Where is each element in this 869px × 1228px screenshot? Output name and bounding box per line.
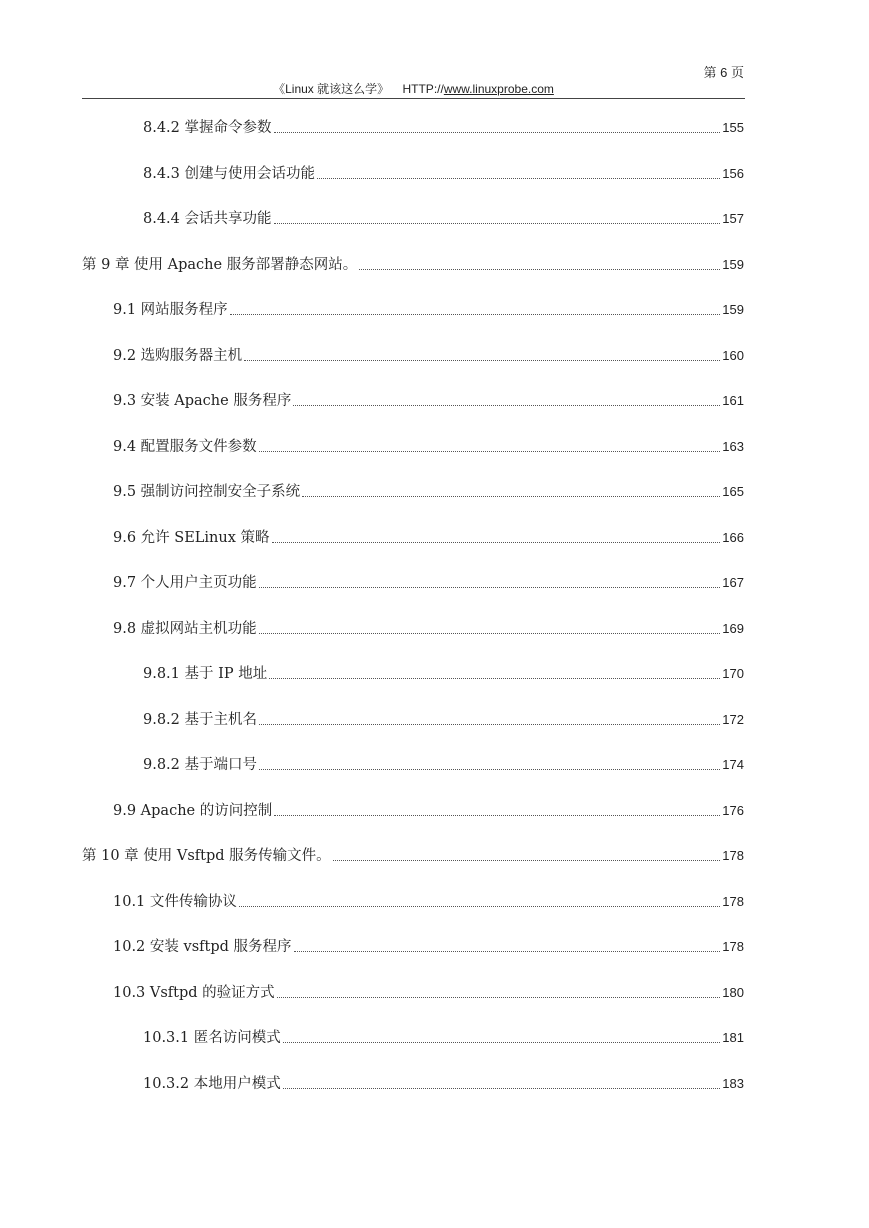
toc-entry-page: 178 (722, 939, 744, 954)
header-divider (82, 98, 745, 99)
toc-entry[interactable] (143, 164, 744, 184)
toc-entry[interactable] (143, 118, 744, 138)
toc-entry-title: 9.8.2 基于端口号 (143, 757, 258, 773)
toc-entry[interactable] (113, 391, 744, 411)
toc-entry[interactable] (113, 300, 744, 320)
dot-leader (294, 950, 721, 952)
dot-leader (239, 905, 720, 907)
dot-leader (230, 313, 721, 315)
toc-entry-title: 9.9 Apache 的访问控制 (113, 802, 273, 819)
toc-entry[interactable] (82, 846, 744, 866)
toc-entry-page: 163 (722, 438, 744, 454)
toc-entry-page: 166 (722, 529, 744, 545)
dot-leader (302, 495, 720, 497)
toc-entry-page: 159 (722, 302, 744, 317)
toc-entry-page: 165 (722, 484, 744, 499)
toc-entry[interactable] (113, 619, 744, 639)
toc-entry-title: 9.6 允许 SELinux 策略 (113, 529, 270, 546)
toc-entry-page: 181 (722, 1030, 744, 1045)
dot-leader (272, 541, 721, 543)
toc-entry-title: 8.4.2 掌握命令参数 (143, 120, 272, 136)
toc-entry-page: 160 (722, 347, 744, 363)
dot-leader (259, 768, 720, 770)
toc-entry-title: 10.1 文件传输协议 (113, 893, 237, 910)
website-link[interactable]: www.linuxprobe.com (443, 82, 554, 96)
toc-entry-title: 9.1 网站服务程序 (113, 302, 228, 318)
dot-leader (244, 359, 720, 361)
dot-leader (259, 586, 721, 588)
toc-entry[interactable] (143, 755, 744, 775)
toc-entry-title: 10.3.1 匿名访问模式 (143, 1030, 281, 1046)
toc-entry-page: 174 (722, 757, 744, 772)
toc-entry[interactable] (113, 482, 744, 502)
dot-leader (259, 723, 720, 725)
toc-entry-title: 第 9 章 使用 Apache 服务部署静态网站。 (82, 256, 358, 273)
toc-entry[interactable] (143, 710, 744, 730)
toc-entry-page: 169 (722, 620, 744, 636)
toc-entry[interactable] (143, 1074, 744, 1094)
toc-entry-title: 9.3 安装 Apache 服务程序 (113, 393, 292, 409)
toc-entry[interactable] (113, 937, 744, 957)
toc-entry-title: 9.2 选购服务器主机 (113, 347, 243, 364)
toc-entry-page: 167 (722, 575, 744, 590)
dot-leader (293, 404, 720, 406)
toc-entry[interactable] (113, 801, 744, 821)
dot-leader (259, 450, 721, 452)
toc-entry-page: 156 (722, 165, 744, 181)
dot-leader (317, 177, 720, 179)
toc-entry-page: 155 (722, 120, 744, 135)
dot-leader (277, 996, 721, 998)
toc-entry-title: 9.8.1 基于 IP 地址 (143, 666, 268, 682)
toc-entry-page: 176 (722, 802, 744, 818)
dot-leader (269, 677, 720, 679)
toc-entry-title: 9.7 个人用户主页功能 (113, 575, 257, 591)
toc-entry[interactable] (143, 209, 744, 229)
dot-leader (274, 222, 721, 224)
toc-entry-title: 9.4 配置服务文件参数 (113, 438, 257, 455)
toc-entry-page: 183 (722, 1075, 744, 1091)
toc-entry-title: 9.8 虚拟网站主机功能 (113, 620, 257, 637)
toc-entry[interactable] (113, 573, 744, 593)
toc-entry-title: 第 10 章 使用 Vsftpd 服务传输文件。 (82, 848, 331, 864)
dot-leader (274, 131, 721, 133)
toc-entry-page: 161 (722, 393, 744, 408)
toc-entry-page: 159 (722, 256, 744, 272)
page-number: 第 6 页 (703, 65, 744, 80)
toc-entry[interactable] (82, 255, 744, 275)
dot-leader (333, 859, 721, 861)
dot-leader (359, 268, 720, 270)
toc-entry-title: 9.8.2 基于主机名 (143, 711, 258, 728)
toc-entry-page: 157 (722, 211, 744, 226)
dot-leader (274, 814, 720, 816)
running-header (82, 80, 745, 97)
http-prefix: HTTP:// (402, 82, 444, 96)
toc-entry-title: 10.2 安装 vsftpd 服务程序 (113, 939, 292, 955)
dot-leader (259, 632, 721, 634)
toc-entry-title: 10.3 Vsftpd 的验证方式 (113, 984, 275, 1001)
toc-entry[interactable] (113, 892, 744, 912)
toc-entry-page: 178 (722, 893, 744, 909)
toc-entry-page: 170 (722, 666, 744, 681)
book-title: 《Linux 就该这么学》 (273, 82, 390, 96)
toc-entry[interactable] (143, 1028, 744, 1048)
toc-entry-title: 9.5 强制访问控制安全子系统 (113, 484, 301, 500)
toc-entry-title: 8.4.3 创建与使用会话功能 (143, 165, 316, 182)
toc-entry[interactable] (113, 528, 744, 548)
toc-entry-page: 180 (722, 984, 744, 1000)
toc-entry[interactable] (113, 346, 744, 366)
dot-leader (283, 1041, 721, 1043)
toc-entry[interactable] (113, 983, 744, 1003)
toc-entry-title: 8.4.4 会话共享功能 (143, 211, 272, 227)
dot-leader (283, 1087, 721, 1089)
toc-entry[interactable] (113, 437, 744, 457)
toc-entry[interactable] (143, 664, 744, 684)
toc-entry-page: 178 (722, 848, 744, 863)
toc-entry-title: 10.3.2 本地用户模式 (143, 1075, 281, 1092)
toc-entry-page: 172 (722, 711, 744, 727)
